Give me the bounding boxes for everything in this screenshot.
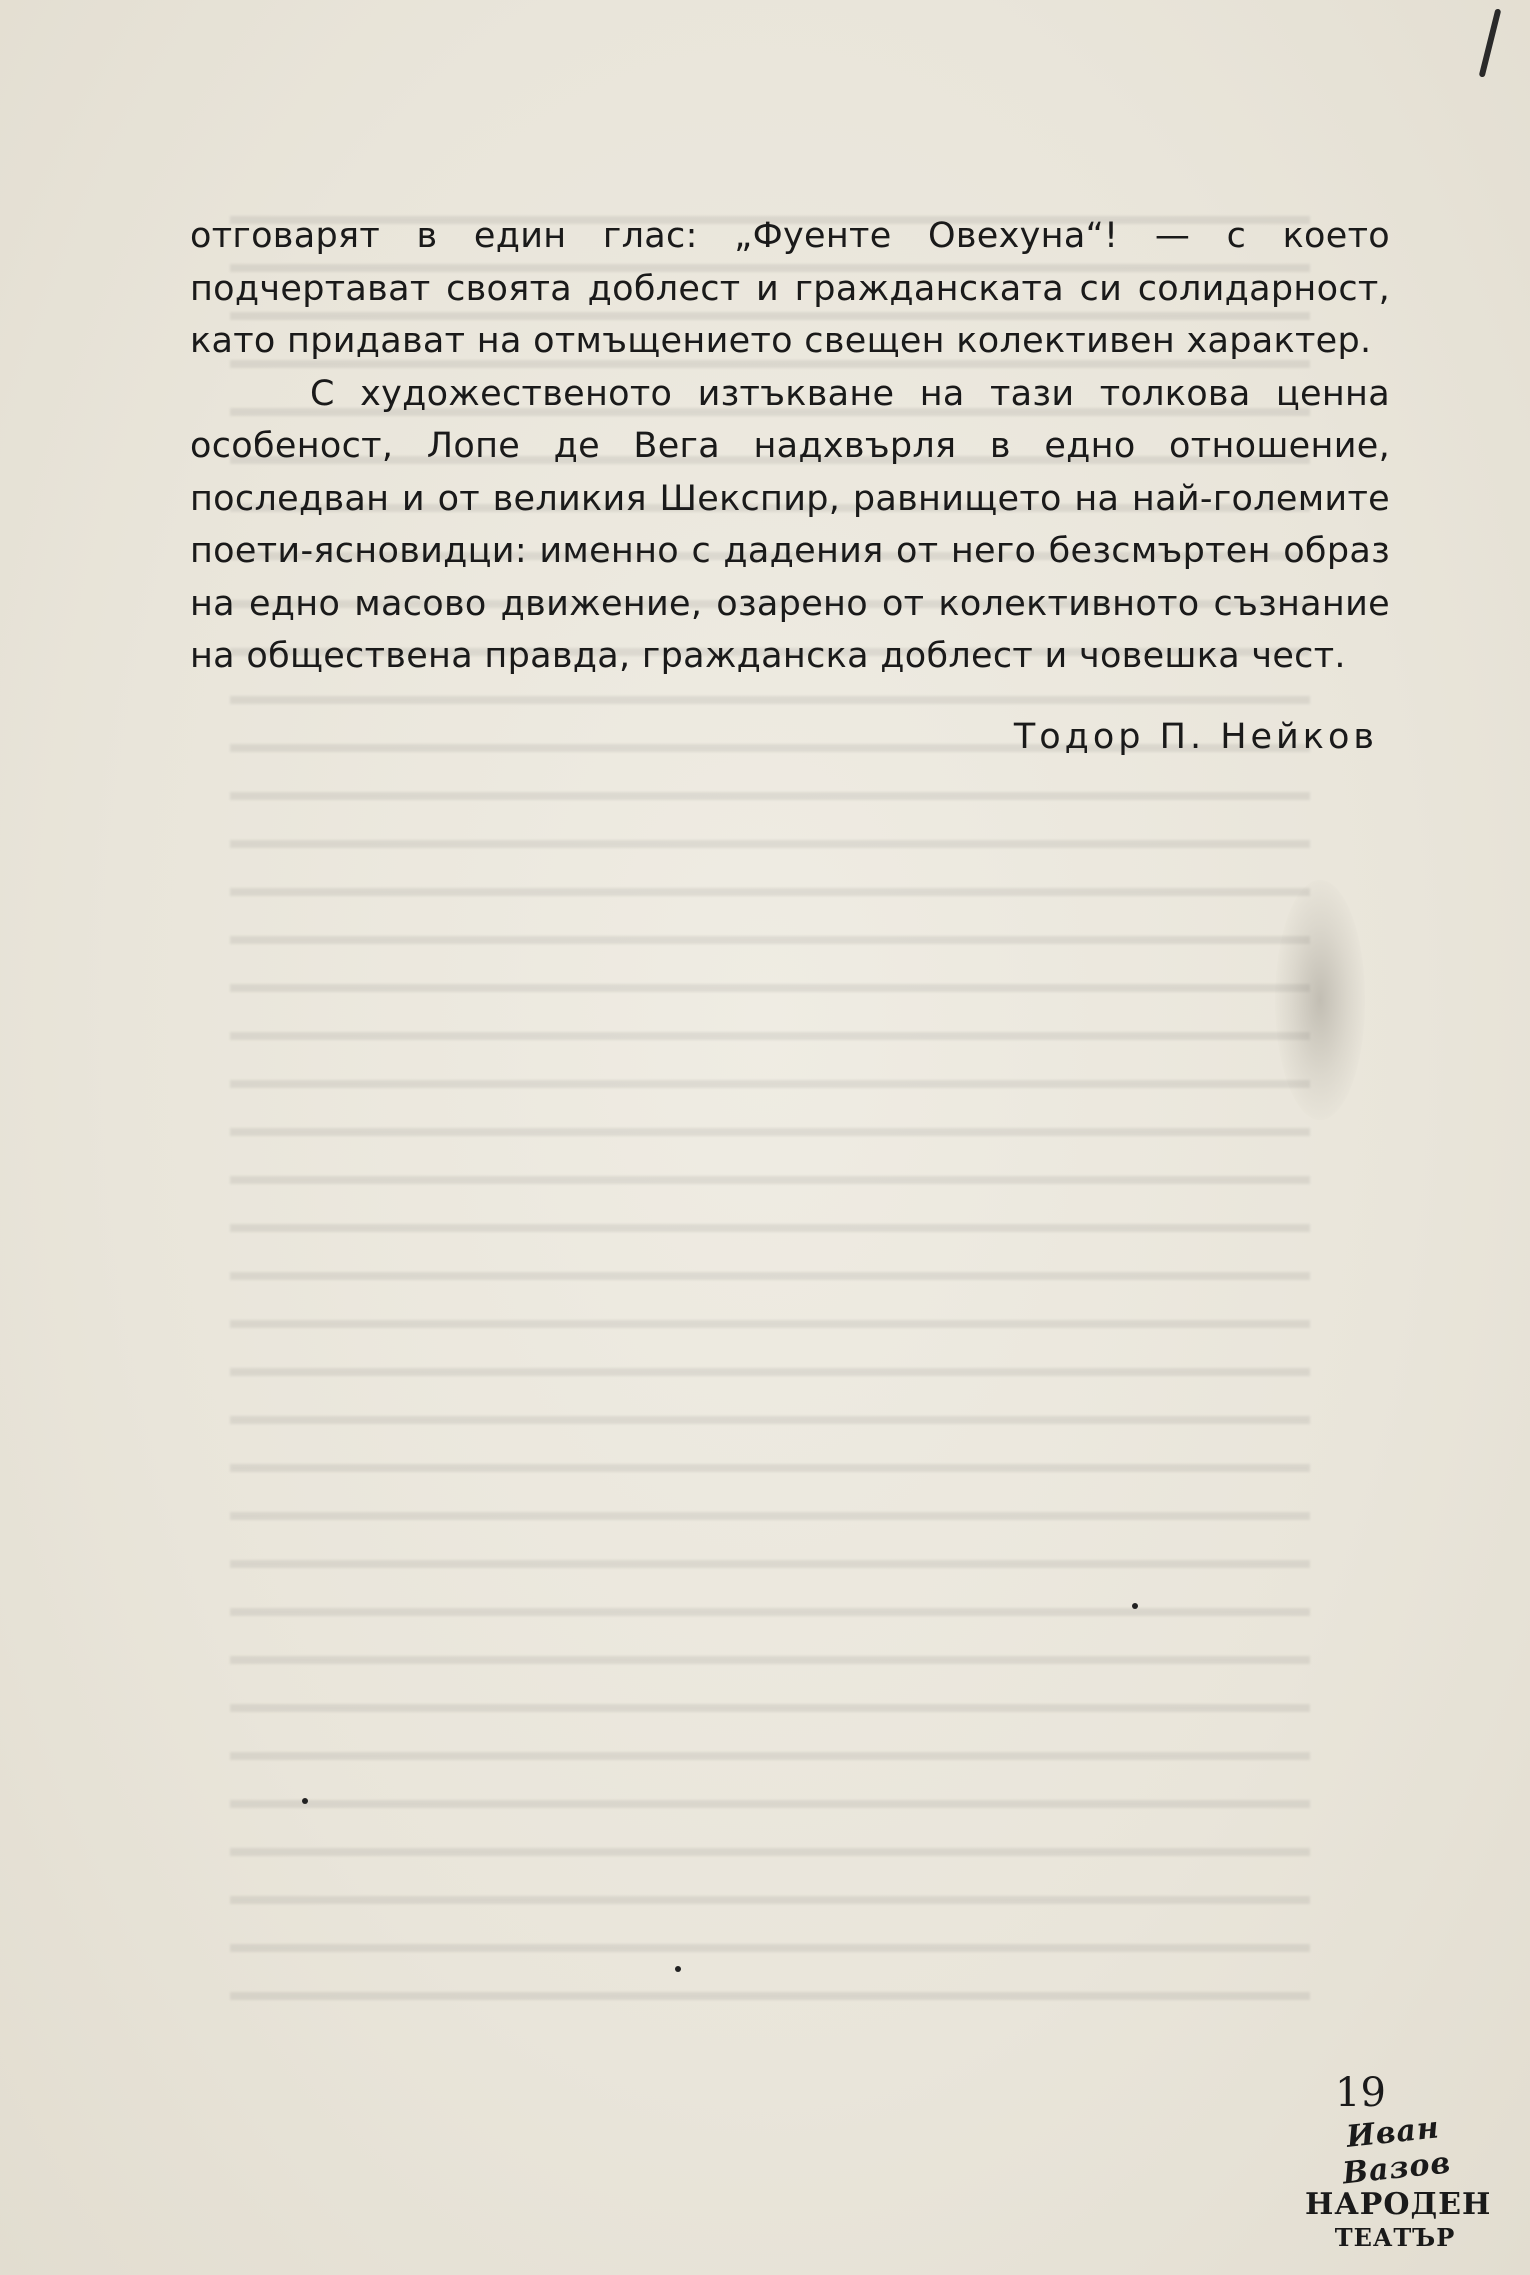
corner-pen-mark: [1479, 8, 1502, 77]
paragraph: С художественото изтъкване на тази толкова ценна особеност, Лопе де Вега надхвърля в едно отношение, последван и от великия Шекспир, равнището на най-големите поети-ясновидци: именно с дадения от него безсмъртен образ на едно масово движение, озарено от колективното съзнание на обществена правда, гражданска доблест и човешка чест.: [190, 373, 1390, 676]
paragraph: отговарят в един глас: „Фуенте Овехуна“! — с което подчертават своята доблест и гражданската си солидарност, като придават на отмъщението свещен колективен характер.: [190, 216, 1390, 361]
author-signature: Тодор П. Нейков: [1013, 717, 1378, 757]
ink-dot: [675, 1966, 681, 1972]
body-text: [190, 210, 1390, 683]
national-theatre-stamp: [1305, 2110, 1492, 2255]
page-number: 19: [1335, 2070, 1386, 2116]
stamp-signature: Иван Вазов: [1340, 2110, 1453, 2192]
ink-dot: [302, 1798, 308, 1804]
ink-dot: [1132, 1603, 1138, 1609]
stamp-line-2: ТЕАТЪР: [1334, 2223, 1456, 2252]
stamp-line-1: НАРОДЕН: [1305, 2187, 1492, 2222]
stain-mark: [1275, 880, 1365, 1120]
